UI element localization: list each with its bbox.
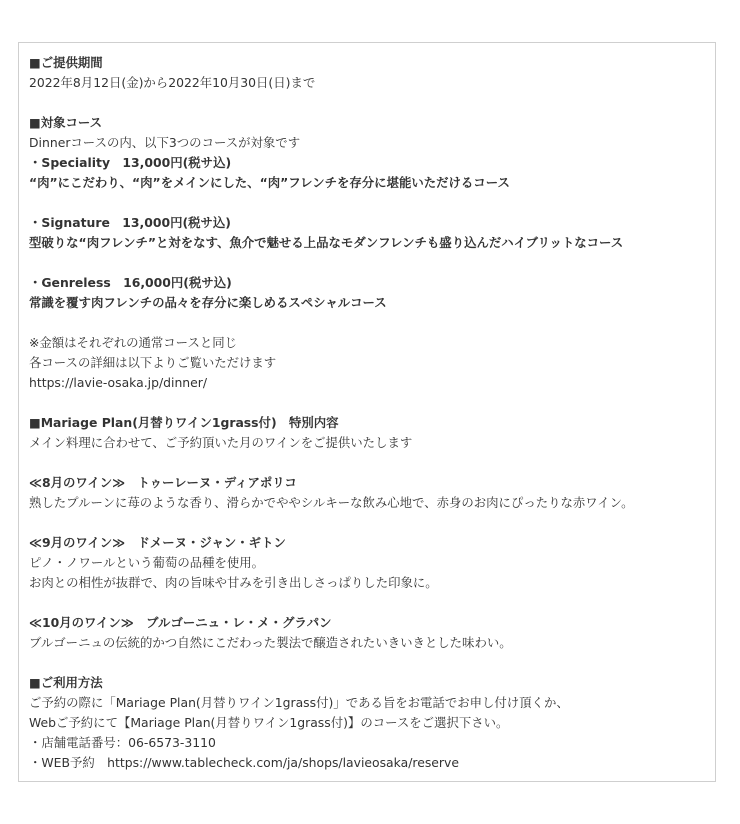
wine-september-desc-2: お肉との相性が抜群で、肉の旨味や甘みを引き出しさっぱりした印象に。 [29, 575, 438, 590]
wine-august-title: ≪8月のワイン≫ トゥーレーヌ・ディアポリコ [29, 475, 297, 490]
plan-heading: ■Mariage Plan(月替りワイン1grass付) 特別内容 [29, 415, 339, 430]
spacer [29, 513, 715, 533]
course-signature-desc: 型破りな“肉フレンチ”と対をなす、魚介で魅せる上品なモダンフレンチも盛り込んだハイブリットなコース [29, 235, 624, 250]
web-reservation: ・WEB予約 https://www.tablecheck.com/ja/shops/lavieosaka/reserve [29, 755, 459, 770]
course-speciality-desc: “肉”にこだわり、“肉”をメインにした、“肉”フレンチを存分に堪能いただけるコース [29, 175, 510, 190]
usage-line-2: Webご予約にて【Mariage Plan(月替りワイン1grass付)】のコースをご選択下さい。 [29, 715, 509, 730]
wine-september-desc-1: ピノ・ノワールという葡萄の品種を使用。 [29, 555, 265, 570]
wine-october-desc: ブルゴーニュの伝統的かつ自然にこだわった製法で醸造されたいきいきとした味わい。 [29, 635, 512, 650]
period-text: 2022年8月12日(金)から2022年10月30日(日)まで [29, 75, 316, 90]
details-note: 各コースの詳細は以下よりご覧いただけます [29, 355, 277, 370]
spacer [29, 253, 715, 273]
spacer [29, 453, 715, 473]
spacer [29, 193, 715, 213]
spacer [29, 93, 715, 113]
courses-intro: Dinnerコースの内、以下3つのコースが対象です [29, 135, 301, 150]
dinner-url: https://lavie-osaka.jp/dinner/ [29, 375, 208, 390]
price-note: ※金額はそれぞれの通常コースと同じ [29, 335, 238, 350]
course-signature-name: ・Signature 13,000円(税サ込) [29, 215, 231, 230]
spacer [29, 593, 715, 613]
course-genreless-name: ・Genreless 16,000円(税サ込) [29, 275, 232, 290]
wine-september-title: ≪9月のワイン≫ ドメーヌ・ジャン・ギトン [29, 535, 286, 550]
course-speciality-name: ・Speciality 13,000円(税サ込) [29, 155, 232, 170]
usage-heading: ■ご利用方法 [29, 675, 103, 690]
spacer [29, 653, 715, 673]
usage-line-1: ご予約の際に「Mariage Plan(月替りワイン1grass付)」である旨をお電話でお申し付け頂くか、 [29, 695, 569, 710]
plan-details-box [18, 42, 716, 782]
courses-heading: ■対象コース [29, 115, 103, 130]
period-heading: ■ご提供期間 [29, 55, 103, 70]
plan-text: メイン料理に合わせて、ご予約頂いた月のワインをご提供いたします [29, 435, 413, 450]
wine-august-desc: 熟したプルーンに苺のような香り、滑らかでややシルキーな飲み心地で、赤身のお肉にぴったりな赤ワイン。 [29, 495, 634, 510]
spacer [29, 313, 715, 333]
course-genreless-desc: 常識を覆す肉フレンチの品々を存分に楽しめるスペシャルコース [29, 295, 387, 310]
store-phone: ・店舗電話番号：06-6573-3110 [29, 735, 216, 750]
spacer [29, 393, 715, 413]
wine-october-title: ≪10月のワイン≫ ブルゴーニュ・レ・メ・グラパン [29, 615, 332, 630]
